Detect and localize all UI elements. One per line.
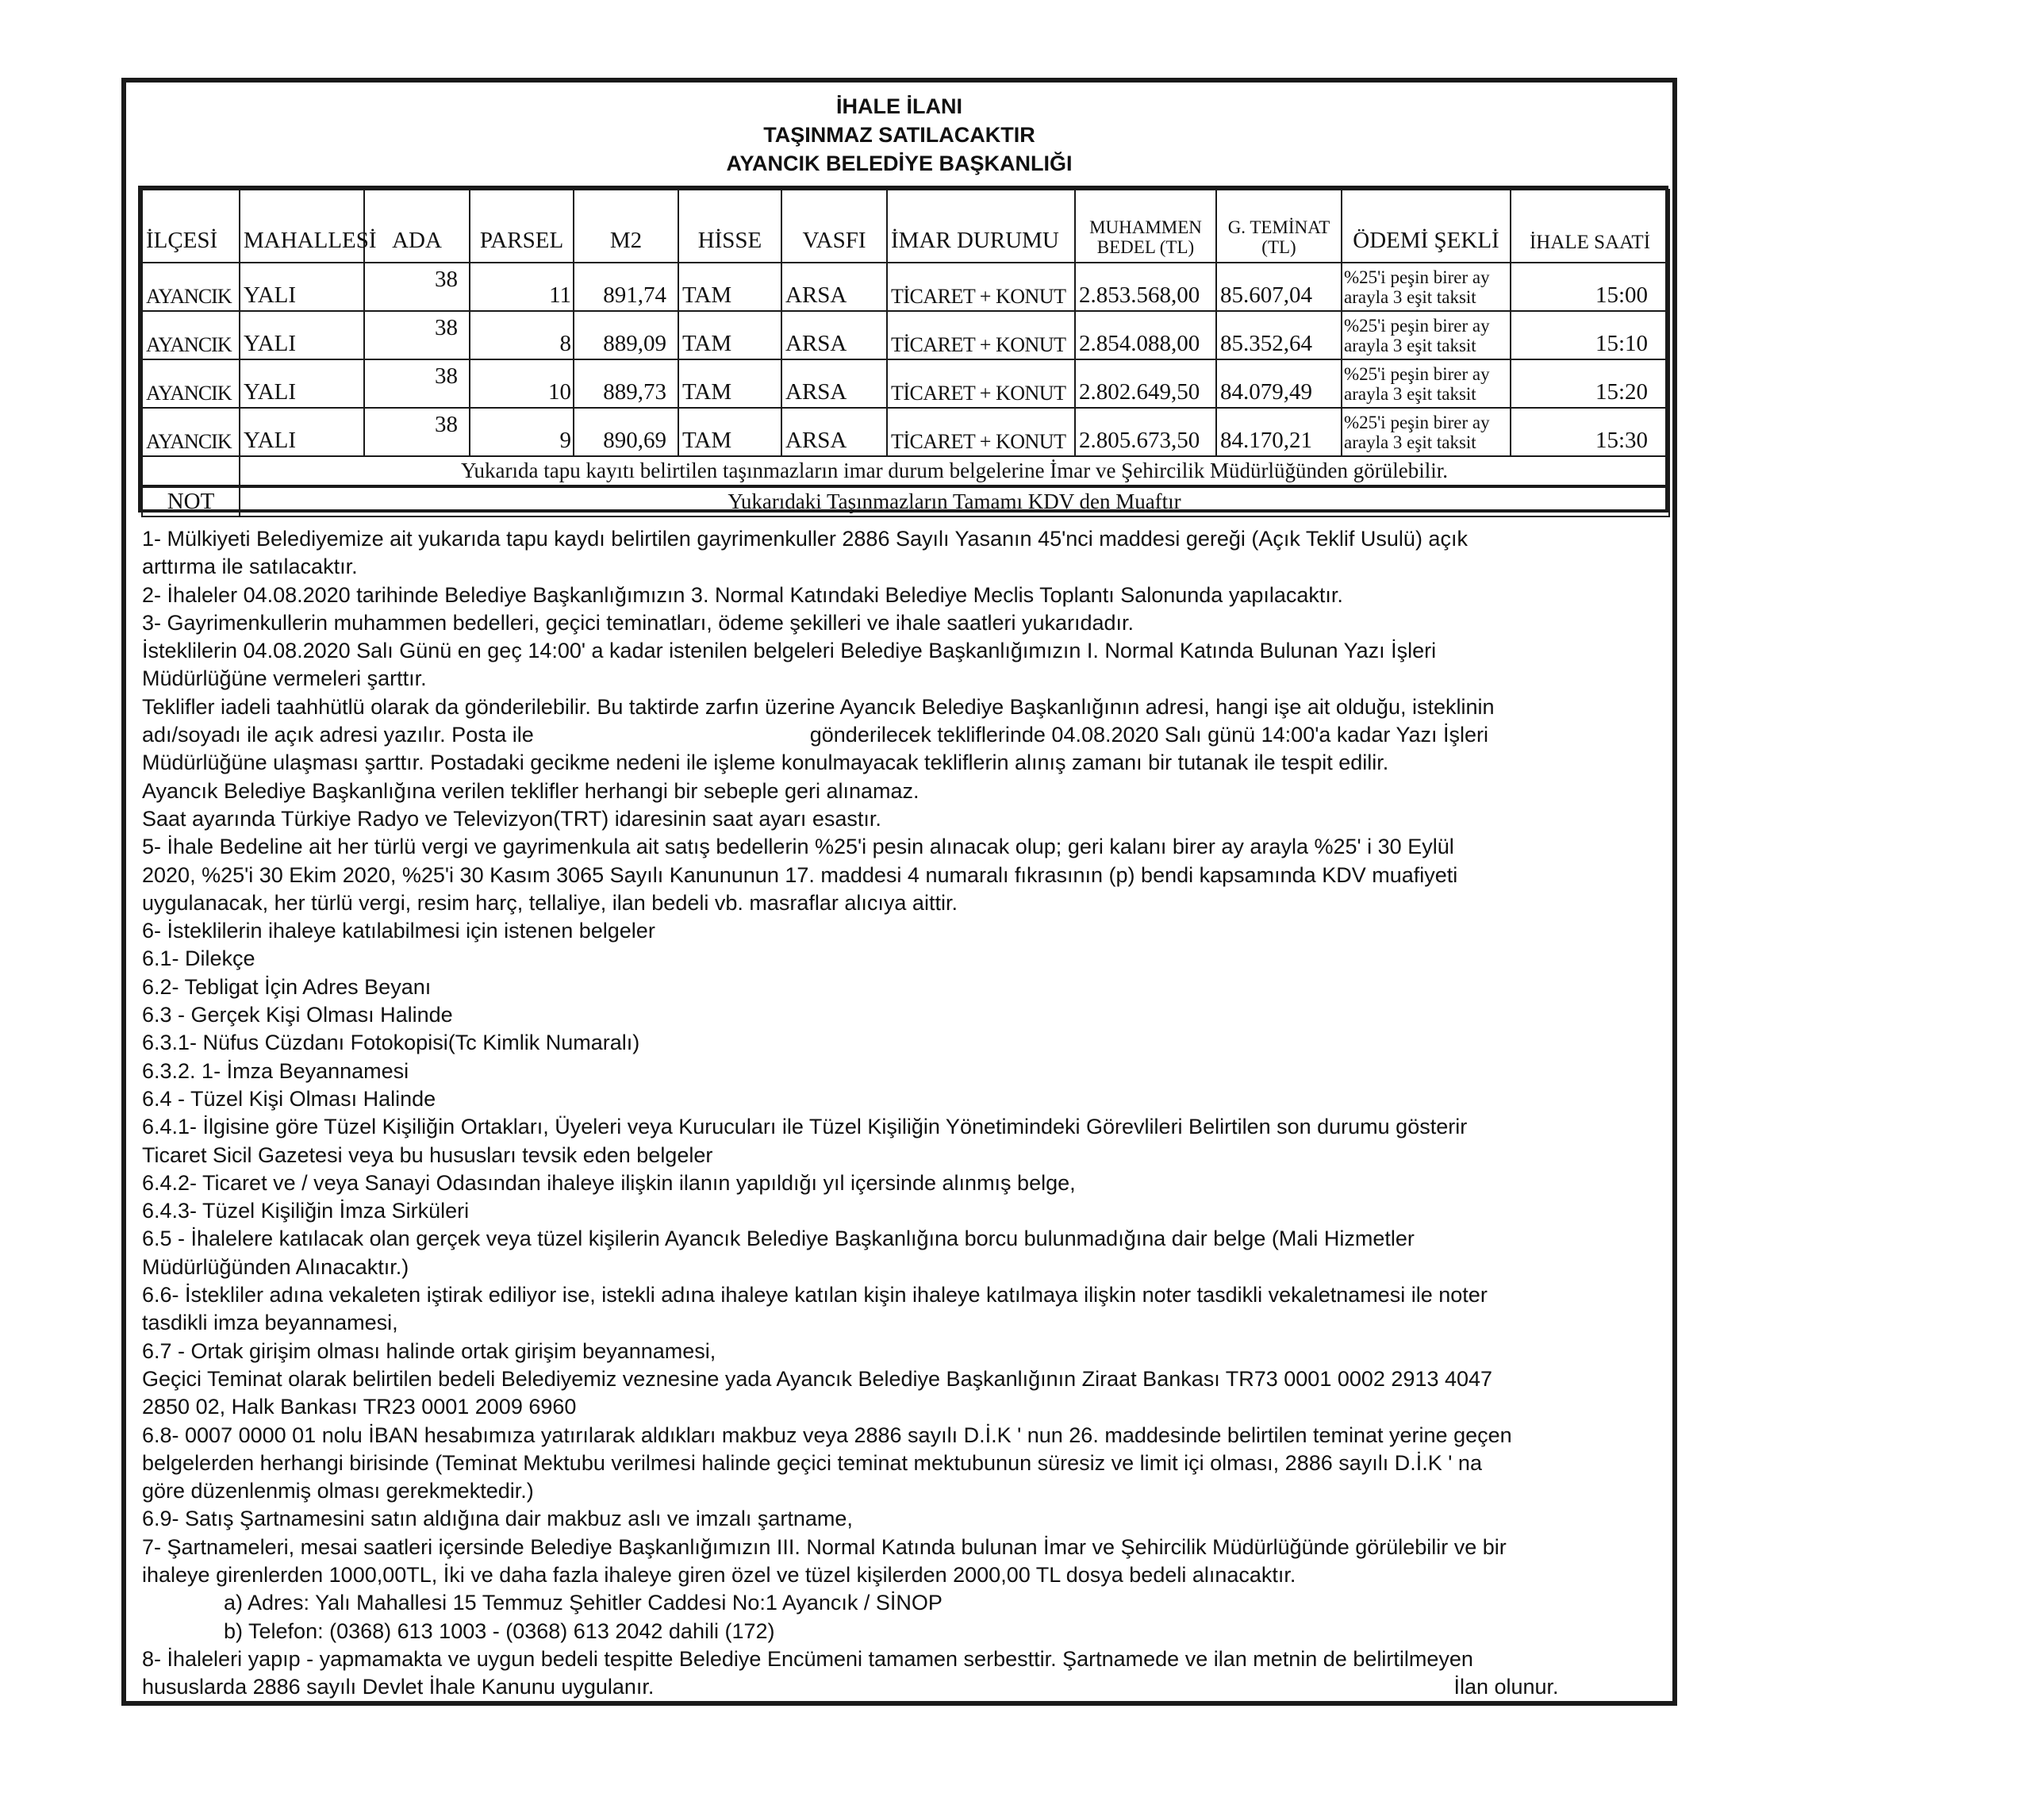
body-line: Müdürlüğüne vermeleri şarttır. [142, 666, 427, 691]
cell-hisse: TAM [678, 263, 781, 311]
body-line: 6.4.2- Ticaret ve / veya Sanayi Odasından ihaleye ilişkin ilanın yapıldığı yıl içersinde alınmış belge, [142, 1170, 1076, 1195]
cell-odeme: %25'i peşin birer ay arayla 3 eşit taksit [1342, 359, 1511, 408]
cell-mahalle: YALI [240, 408, 364, 456]
cell-ada: 38 [364, 408, 470, 456]
body-line: 6.1- Dilekçe [142, 946, 255, 971]
body-line: tasdikli imza beyannamesi, [142, 1311, 398, 1335]
body-line: 6.3.1- Nüfus Cüzdanı Fotokopisi(Tc Kimlik Numaralı) [142, 1031, 640, 1055]
cell-m2: 889,73 [574, 359, 678, 408]
cell-odeme: %25'i peşin birer ay arayla 3 eşit taksit [1342, 311, 1511, 359]
table-row [142, 359, 1669, 408]
cell-ada: 38 [364, 359, 470, 408]
body-line: Teklifler iadeli taahhütlü olarak da gönderilebilir. Bu taktirde zarfın üzerine Ayancık Belediye Başkanlığının adresi, hangi işe ait olduğu, isteklinin [142, 694, 1495, 719]
imar-note: Yukarıda tapu kayıtı belirtilen taşınmazların imar durum belgelerine İmar ve Şehircilik Müdürlüğünden görülebilir. [240, 456, 1669, 486]
cell-saat: 15:30 [1511, 408, 1669, 456]
body-line [142, 1673, 1665, 1701]
cell-ilce: AYANCIK [142, 311, 240, 359]
body-line-part: hususlarda 2886 sayılı Devlet İhale Kanunu uygulanır. [142, 1675, 655, 1699]
body-line-part: gönderilecek tekliflerinde 04.08.2020 Salı günü 14:00'a kadar Yazı İşleri [809, 723, 1488, 747]
body-line: Geçici Teminat olarak belirtilen bedeli Belediyemiz veznesine yada Ayancık Belediye Başkanlığının Ziraat Bankası TR73 0001 0002 2913 4047 [142, 1366, 1493, 1391]
body-line: 1- Mülkiyeti Belediyemize ait yukarıda tapu kaydı belirtilen gayrimenkuller 2886 Sayılı Yasanın 45'nci maddesi gereği (Açık Teklif Usulü) açık [142, 527, 1468, 551]
col-header-ilce: İLÇESİ [142, 190, 240, 263]
body-line: 3- Gayrimenkullerin muhammen bedelleri, geçici teminatları, ödeme şekilleri ve ihale saatleri yukarıdadır. [142, 610, 1135, 635]
body-line: 6.3.2. 1- İmza Beyannamesi [142, 1058, 409, 1083]
not-row [142, 486, 1669, 516]
cell-teminat: 84.079,49 [1216, 359, 1342, 408]
cell-parsel: 9 [470, 408, 574, 456]
cell-m2: 890,69 [574, 408, 678, 456]
col-header-mahalle: MAHALLESİ [240, 190, 364, 263]
table-header-row [142, 190, 1669, 263]
body-line: 8- İhaleleri yapıp - yapmamakta ve uygun bedeli tespitte Belediye Encümeni tamamen serbesttir. Şartnamede ve ilan metnin de belirtilmeyen [142, 1646, 1473, 1671]
closing-phrase: İlan olunur. [1453, 1675, 1559, 1699]
body-line: arttırma ile satılacaktır. [142, 555, 358, 579]
cell-bedel: 2.854.088,00 [1075, 311, 1216, 359]
notice-title: İHALE İLANI [836, 94, 962, 118]
cell-hisse: TAM [678, 311, 781, 359]
table-row [142, 311, 1669, 359]
cell-mahalle: YALI [240, 311, 364, 359]
cell-ada: 38 [364, 311, 470, 359]
body-line: 6.6- İstekliler adına vekaleten iştirak ediliyor ise, istekli adına ihaleye katılan kişin ihaleye katılmaya ilişkin noter tasdikli vekaletnamesi ile noter [142, 1283, 1488, 1307]
cell-parsel: 11 [470, 263, 574, 311]
cell-bedel: 2.802.649,50 [1075, 359, 1216, 408]
cell-parsel: 10 [470, 359, 574, 408]
notice-header [126, 92, 1672, 178]
body-line: belgelerden herhangi birisinde (Teminat Mektubu verilmesi halinde geçici teminat mektubunun süresiz ve limit içi olması, 2886 sayılı D.İ.K ' na [142, 1450, 1482, 1475]
cell-bedel: 2.805.673,50 [1075, 408, 1216, 456]
cell-bedel: 2.853.568,00 [1075, 263, 1216, 311]
cell-imar: TİCARET + KONUT [887, 408, 1075, 456]
col-header-odeme: ÖDEMİ ŞEKLİ [1342, 190, 1511, 263]
body-line: ihaleye girenlerden 1000,00TL, İki ve daha fazla ihaleye giren özel ve tüzel kişilerden 2000,00 TL dosya bedeli alınacaktır. [142, 1562, 1296, 1587]
auction-notice [121, 78, 1677, 1706]
body-line: 6.4.1- İlgisine göre Tüzel Kişiliğin Ortakları, Üyeleri veya Kurucuları ile Tüzel Kişiliğin Yönetimindeki Görevlileri Belirtilen son durumu gösterir [142, 1115, 1468, 1139]
cell-imar: TİCARET + KONUT [887, 311, 1075, 359]
cell-hisse: TAM [678, 408, 781, 456]
not-label: NOT [142, 486, 240, 516]
body-line: 6.4 - Tüzel Kişi Olması Halinde [142, 1086, 436, 1111]
body-line: 6.8- 0007 0000 01 nolu İBAN hesabımıza yatırılarak aldıkları makbuz veya 2886 sayılı D.İ.K ' nun 26. maddesinde belirtilen teminat yerine geçen [142, 1423, 1512, 1447]
cell-m2: 891,74 [574, 263, 678, 311]
cell-vasfi: ARSA [781, 311, 887, 359]
notice-issuer: AYANCIK BELEDİYE BAŞKANLIĞI [726, 152, 1073, 175]
cell-parsel: 8 [470, 311, 574, 359]
body-line: 6.4.3- Tüzel Kişiliğin İmza Sirküleri [142, 1199, 470, 1223]
cell-saat: 15:10 [1511, 311, 1669, 359]
body-line: 6.7 - Ortak girişim olması halinde ortak girişim beyannamesi, [142, 1338, 716, 1363]
body-line: 6- İsteklilerin ihaleye katılabilmesi için istenen belgeler [142, 919, 655, 943]
cell-teminat: 85.352,64 [1216, 311, 1342, 359]
body-line: Müdürlüğünden Alınacaktır.) [142, 1254, 409, 1279]
body-line: Ayancık Belediye Başkanlığına verilen teklifler herhangi bir sebeple geri alınamaz. [142, 778, 920, 803]
col-header-m2: M2 [574, 190, 678, 263]
cell-odeme: %25'i peşin birer ay arayla 3 eşit taksit [1342, 263, 1511, 311]
col-header-hisse: HİSSE [678, 190, 781, 263]
col-header-ada: ADA [364, 190, 470, 263]
body-line: 6.3 - Gerçek Kişi Olması Halinde [142, 1003, 453, 1027]
body-line: 5- İhale Bedeline ait her türlü vergi ve gayrimenkula ait satış bedellerin %25'i pesin alınacak olup; geri kalanı birer ay arayla %25' i 30 Eylül [142, 835, 1454, 859]
notice-subtitle: TAŞINMAZ SATILACAKTIR [763, 123, 1035, 147]
col-header-saat: İHALE SAATİ [1511, 190, 1669, 263]
col-header-imar: İMAR DURUMU [887, 190, 1075, 263]
phone-line: b) Telefon: (0368) 613 1003 - (0368) 613 2042 dahili (172) [224, 1618, 775, 1643]
cell-ilce: AYANCIK [142, 408, 240, 456]
notice-body [142, 525, 1665, 1701]
col-header-teminat: G. TEMİNAT (TL) [1216, 190, 1342, 263]
body-line: 6.9- Satış Şartnamesini satın aldığına dair makbuz aslı ve imzalı şartname, [142, 1507, 853, 1531]
body-line: İsteklilerin 04.08.2020 Salı Günü en geç 14:00' a kadar istenilen belgeleri Belediye Başkanlığımızın I. Normal Katında Bulunan Yazı İşleri [142, 639, 1437, 663]
body-line: 2020, %25'i 30 Ekim 2020, %25'i 30 Kasım 3065 Sayılı Kanununun 17. maddesi 4 numaralı fıkrasının (p) bendi kapsamında KDV muafiyeti [142, 862, 1458, 887]
cell-ada: 38 [364, 263, 470, 311]
body-line: Saat ayarında Türkiye Radyo ve Televizyon(TRT) idaresinin saat ayarı esastır. [142, 806, 881, 831]
note-row-blank [142, 456, 240, 486]
body-line: Müdürlüğüne ulaşması şarttır. Postadaki gecikme nedeni ile işleme konulmayacak tekliflerin alınış zamanı bir tutanak ile tespit edilir. [142, 751, 1389, 775]
body-line: 2- İhaleler 04.08.2020 tarihinde Belediye Başkanlığımızın 3. Normal Katındaki Belediye Meclis Toplantı Salonunda yapılacaktır. [142, 582, 1343, 607]
col-header-parsel: PARSEL [470, 190, 574, 263]
cell-vasfi: ARSA [781, 408, 887, 456]
cell-odeme: %25'i peşin birer ay arayla 3 eşit taksit [1342, 408, 1511, 456]
kdv-note: Yukarıdaki Taşınmazların Tamamı KDV den Muaftır [240, 486, 1669, 516]
cell-vasfi: ARSA [781, 359, 887, 408]
body-line: uygulanacak, her türlü vergi, resim harç, tellaliye, ilan bedeli vb. masraflar alıcıya aittir. [142, 890, 958, 915]
address-line: a) Adres: Yalı Mahallesi 15 Temmuz Şehitler Caddesi No:1 Ayancık / SİNOP [224, 1591, 943, 1615]
body-line: 6.5 - İhalelere katılacak olan gerçek veya tüzel kişilerin Ayancık Belediye Başkanlığına borcu bulunmadığına dair belge (Mali Hizmetler [142, 1227, 1415, 1251]
col-header-vasfi: VASFI [781, 190, 887, 263]
body-line: Ticaret Sicil Gazetesi veya bu hususları tevsik eden belgeler [142, 1142, 713, 1167]
body-line-part: adı/soyadı ile açık adresi yazılır. Posta ile [142, 723, 534, 747]
cell-mahalle: YALI [240, 263, 364, 311]
property-table [138, 186, 1668, 513]
cell-mahalle: YALI [240, 359, 364, 408]
cell-teminat: 84.170,21 [1216, 408, 1342, 456]
table-row [142, 263, 1669, 311]
body-line: 2850 02, Halk Bankası TR23 0001 2009 6960 [142, 1395, 577, 1419]
cell-imar: TİCARET + KONUT [887, 359, 1075, 408]
col-header-bedel: MUHAMMEN BEDEL (TL) [1075, 190, 1216, 263]
body-line: göre düzenlenmiş olması gerekmektedir.) [142, 1479, 534, 1503]
cell-saat: 15:20 [1511, 359, 1669, 408]
cell-ilce: AYANCIK [142, 263, 240, 311]
body-line: 7- Şartnameleri, mesai saatleri içersinde Belediye Başkanlığımızın III. Normal Katında bulunan İmar ve Şehircilik Müdürlüğünde görülebilir ve bir [142, 1534, 1507, 1559]
note-row [142, 456, 1669, 486]
cell-vasfi: ARSA [781, 263, 887, 311]
table-row [142, 408, 1669, 456]
cell-saat: 15:00 [1511, 263, 1669, 311]
cell-m2: 889,09 [574, 311, 678, 359]
body-line: 6.2- Tebligat İçin Adres Beyanı [142, 974, 432, 999]
cell-hisse: TAM [678, 359, 781, 408]
cell-imar: TİCARET + KONUT [887, 263, 1075, 311]
body-line [142, 721, 1665, 749]
cell-ilce: AYANCIK [142, 359, 240, 408]
cell-teminat: 85.607,04 [1216, 263, 1342, 311]
